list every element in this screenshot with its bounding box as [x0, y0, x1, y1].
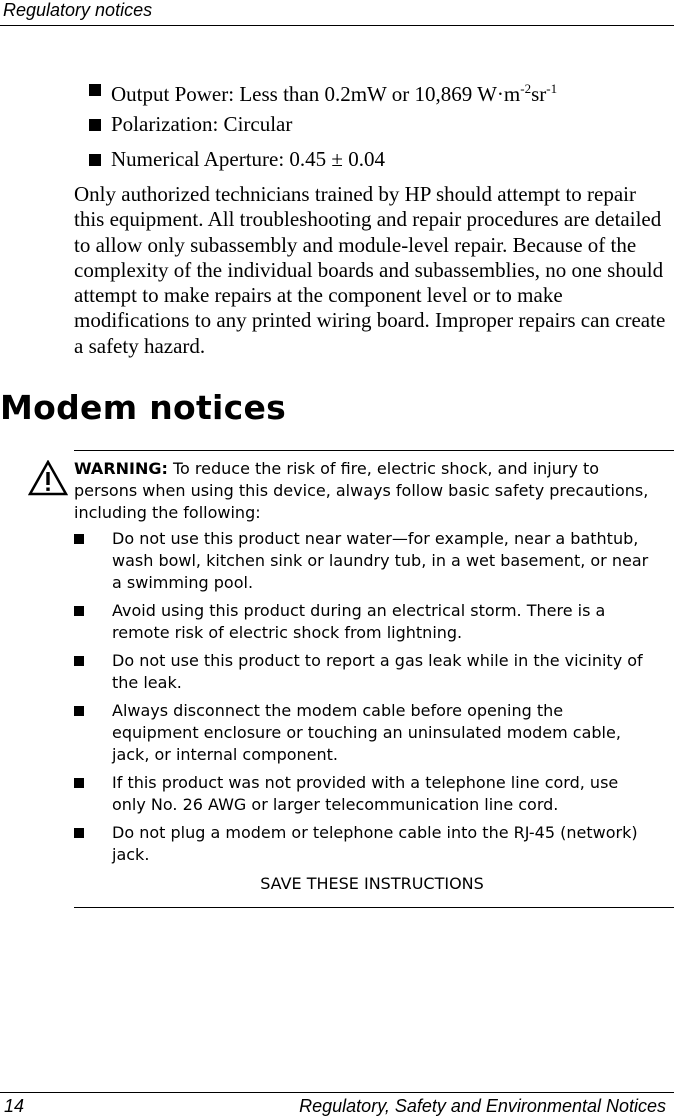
- warning-list: [74, 528, 654, 872]
- spec-item-numerical-aperture: [89, 146, 557, 181]
- warning-intro: [74, 458, 654, 524]
- square-bullet-icon: [74, 606, 84, 616]
- spec-exponent: -2: [520, 81, 532, 96]
- warning-item: [74, 650, 654, 694]
- spec-exponent: -1: [546, 81, 558, 96]
- warning-item: [74, 700, 654, 766]
- square-bullet-icon: [74, 534, 84, 544]
- page-number: 14: [4, 1096, 25, 1116]
- warning-triangle-icon: [28, 460, 68, 496]
- warning-item-text: Do not use this product to report a gas leak while in the vicinity of the leak.: [112, 651, 643, 692]
- footer-title: Regulatory, Safety and Environmental Notices: [299, 1096, 666, 1116]
- warning-item-text: If this product was not provided with a telephone line cord, use only No. 26 AWG or larger telecommunication line cord.: [112, 773, 619, 814]
- header-rule: [0, 25, 674, 26]
- warning-item: [74, 528, 654, 594]
- spec-text: [111, 82, 557, 106]
- footer-rule: [0, 1092, 674, 1093]
- warning-intro-text: To reduce the risk of fire, electric shock, and injury to persons when using this device, always follow basic safety precautions, including the following:: [74, 459, 649, 522]
- square-bullet-icon: [74, 656, 84, 666]
- warning-item-text: Always disconnect the modem cable before opening the equipment enclosure or touching an uninsulated modem cable, jack, or internal component.: [112, 701, 621, 764]
- warning-label: WARNING:: [74, 459, 168, 478]
- spec-text: Numerical Aperture: 0.45 ± 0.04: [111, 147, 385, 171]
- square-bullet-icon: [89, 154, 101, 166]
- warning-top-rule: [74, 450, 674, 451]
- square-bullet-icon: [74, 778, 84, 788]
- running-header: Regulatory notices: [3, 0, 153, 20]
- warning-item-text: Do not use this product near water—for example, near a bathtub, wash bowl, kitchen sink or laundry tub, in a wet basement, or near a swimming pool.: [112, 529, 649, 592]
- warning-item: [74, 822, 654, 866]
- square-bullet-icon: [74, 828, 84, 838]
- save-instructions: SAVE THESE INSTRUCTIONS: [260, 874, 484, 893]
- spec-item-polarization: [89, 111, 557, 146]
- section-heading: Modem notices: [0, 388, 287, 427]
- warning-item: [74, 772, 654, 816]
- warning-bottom-rule: [74, 907, 674, 908]
- spec-text: Polarization: Circular: [111, 112, 293, 136]
- warning-item: [74, 600, 654, 644]
- laser-spec-list: [89, 76, 557, 181]
- square-bullet-icon: [89, 84, 101, 96]
- spec-unit: sr: [531, 82, 547, 106]
- technician-paragraph: Only authorized technicians trained by HP should attempt to repair this equipment. All troubleshooting and repair procedures are detailed to allow only subassembly and module-level repair. Because of the complexity of the individual boards and subassemblies, no one should attempt to make repairs at the component level or to make modifications to any printed wiring board. Improper repairs can create a safety hazard.: [74, 182, 666, 358]
- spec-item-output-power: [89, 76, 557, 111]
- square-bullet-icon: [74, 706, 84, 716]
- square-bullet-icon: [89, 119, 101, 131]
- warning-item-text: Do not plug a modem or telephone cable into the RJ-45 (network) jack.: [112, 823, 638, 864]
- spec-output-power-text: Output Power: Less than 0.2mW or 10,869 W·m: [111, 82, 521, 106]
- warning-item-text: Avoid using this product during an electrical storm. There is a remote risk of electric shock from lightning.: [112, 601, 606, 642]
